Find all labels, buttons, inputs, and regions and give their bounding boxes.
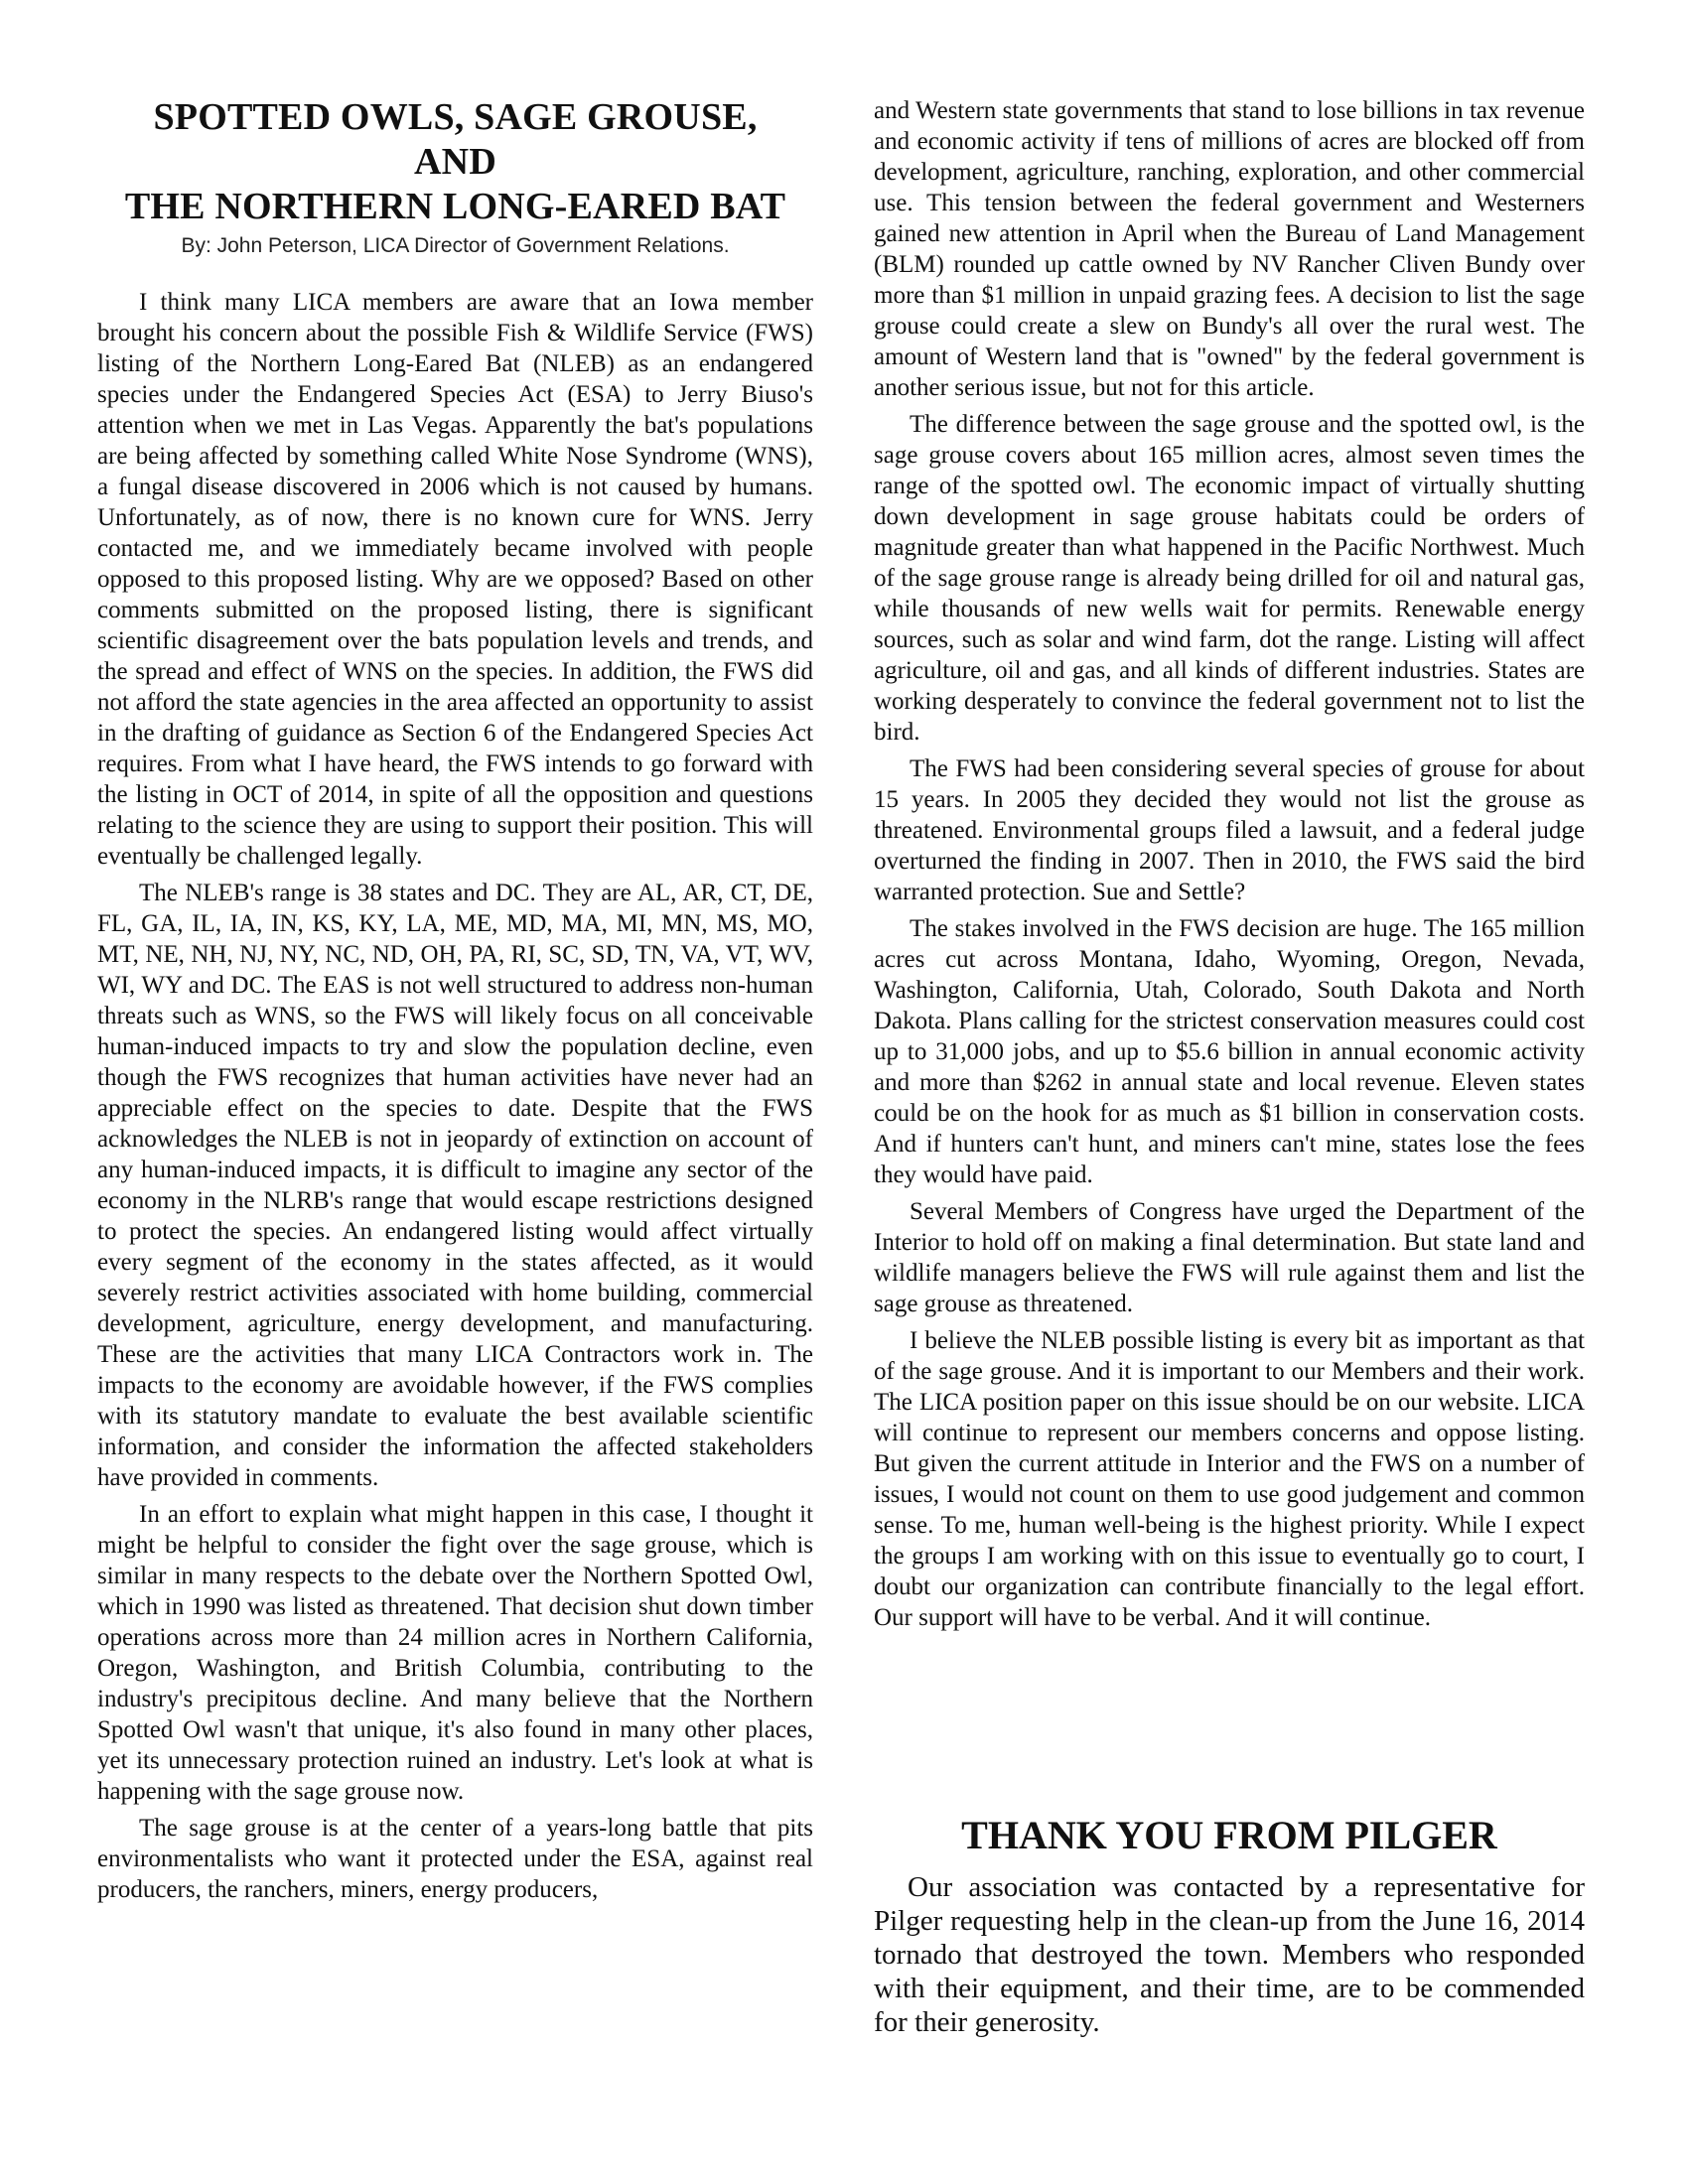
thanks-title: THANK YOU FROM PILGER [961,1813,1497,1857]
article-paragraph-7: The FWS had been considering several species of grouse for about 15 years. In 2005 they decided they would not list the grouse as threatened. Environmental groups filed a lawsuit, and a federal judge overturned the finding in 2007. Then in 2010, the FWS said the bird warranted protection. Sue and Settle? [874,755,1585,905]
article-title-line-2: AND [414,141,496,183]
article-paragraph-9: Several Members of Congress have urged the Department of the Interior to hold off on making a final determination. But state land and wildlife managers believe the FWS will rule against them and list the sage grouse as threatened. [874,1198,1585,1317]
right-column [874,95,1585,1639]
article-paragraph-1: I think many LICA members are aware that an Iowa member brought his concern about the possible Fish & Wildlife Service (FWS) listing of the Northern Long-Eared Bat (NLEB) as an endangered species under the Endangered Species Act (ESA) to Jerry Biuso's attention when we met in Las Vegas. Apparently the bat's populations are being affected by something called White Nose Syndrome (WNS), a fungal disease discovered in 2006 which is not caused by humans. Unfortunately, as of now, there is no known cure for WNS. Jerry contacted me, and we immediately became involved with people opposed to this proposed listing. Why are we opposed? Based on other comments submitted on the proposed listing, there is significant scientific disagreement over the bats population levels and trends, and the spread and effect of WNS on the species. In addition, the FWS did not afford the state agencies in the area affected an opportunity to assist in the drafting of guidance as Section 6 of the Endangered Species Act requires. From what I have heard, the FWS intends to go forward with the listing in OCT of 2014, in spite of all the opposition and questions relating to the science they are using to support their position. This will eventually be challenged legally. [97,289,813,870]
left-column [97,95,813,1911]
article-paragraph-4: The sage grouse is at the center of a years-long battle that pits environmentalists who want it protected under the ESA, against real producers, the ranchers, miners, energy producers, [97,1815,813,1903]
article-title [97,95,813,229]
thanks-body: Our association was contacted by a representative for Pilger requesting help in the clean-up from the June 16, 2014 tornado that destroyed the town. Members who responded with their equipment, and their time, are to be commended for their generosity. [874,1871,1585,2038]
article-paragraph-3: In an effort to explain what might happen in this case, I thought it might be helpful to consider the fight over the sage grouse, which is similar in many respects to the debate over the Northern Spotted Owl, which in 1990 was listed as threatened. That decision shut down timber operations across more than 24 million acres in Northern California, Oregon, Washington, and British Columbia, contributing to the industry's precipitous decline. And many believe that the Northern Spotted Owl wasn't that unique, it's also found in many other places, yet its unnecessary protection ruined an industry. Let's look at what is happening with the sage grouse now. [97,1501,813,1805]
article-byline: By: John Peterson, LICA Director of Government Relations. [181,234,730,257]
article-paragraph-8: The stakes involved in the FWS decision are huge. The 165 million acres cut across Montana, Idaho, Wyoming, Oregon, Nevada, Washington, California, Utah, Colorado, South Dakota and North Dakota. Plans calling for the strictest conservation measures could cost up to 31,000 jobs, and up to $5.6 billion in annual economic activity and more than $262 in annual state and local revenue. Eleven states could be on the hook for as much as $1 billion in conservation costs. And if hunters can't hunt, and miners can't mine, states lose the fees they would have paid. [874,915,1585,1188]
article-paragraph-5: and Western state governments that stand to lose billions in tax revenue and economic activity if tens of millions of acres are blocked off from development, agriculture, ranching, exploration, and other commercial use. This tension between the federal government and Westerners gained new attention in April when the Bureau of Land Management (BLM) rounded up cattle owned by NV Rancher Cliven Bundy over more than $1 million in unpaid grazing fees. A decision to list the sage grouse could create a slew on Bundy's all over the rural west. The amount of Western land that is "owned" by the federal government is another serious issue, but not for this article. [874,97,1585,401]
article-paragraph-10: I believe the NLEB possible listing is every bit as important as that of the sage grouse. And it is important to our Members and their work. The LICA position paper on this issue should be on our website. LICA will continue to represent our members concerns and oppose listing. But given the current attitude in Interior and the FWS on a number of issues, I would not count on them to use good judgement and common sense. To me, human well-being is the highest priority. While I expect the groups I am working with on this issue to eventually go to court, I doubt our organization can contribute financially to the legal effort. Our support will have to be verbal. And it will continue. [874,1327,1585,1631]
article-title-line-1: SPOTTED OWLS, SAGE GROUSE, [153,96,758,138]
article-paragraph-2: The NLEB's range is 38 states and DC. They are AL, AR, CT, DE, FL, GA, IL, IA, IN, KS, KY, LA, ME, MD, MA, MI, MN, MS, MO, MT, NE, NH, NJ, NY, NC, ND, OH, PA, RI, SC, SD, TN, VA, VT, WV, WI, WY and DC. The EAS is not well structured to address non-human threats such as WNS, so the FWS will likely focus on all conceivable human-induced impacts to try and slow the population decline, even though the FWS recognizes that human activities have never had an appreciable effect on the species to date. Despite that the FWS acknowledges the NLEB is not in jeopardy of extinction on account of any human-induced impacts, it is difficult to imagine any sector of the economy in the NLRB's range that would escape restrictions designed to protect the species. An endangered listing would affect virtually every segment of the economy in the states affected, as it would severely restrict activities associated with home building, commercial development, agriculture, energy development, and manufacturing. These are the activities that many LICA Contractors work in. The impacts to the economy are avoidable however, if the FWS complies with its statutory mandate to evaluate the best available scientific information, and consider the information the affected stakeholders have provided in comments. [97,880,813,1491]
article-paragraph-6: The difference between the sage grouse and the spotted owl, is the sage grouse covers about 165 million acres, almost seven times the range of the spotted owl. The economic impact of virtually shutting down development in sage grouse habitats could be orders of magnitude greater than what happened in the Pacific Northwest. Much of the sage grouse range is already being drilled for oil and natural gas, while thousands of new wells wait for permits. Renewable energy sources, such as solar and wind farm, dot the range. Listing will affect agriculture, oil and gas, and all kinds of different industries. States are working desperately to convince the federal government not to list the bird. [874,411,1585,746]
thanks-section [874,1811,1585,2039]
article-title-line-3: THE NORTHERN LONG-EARED BAT [124,186,786,227]
